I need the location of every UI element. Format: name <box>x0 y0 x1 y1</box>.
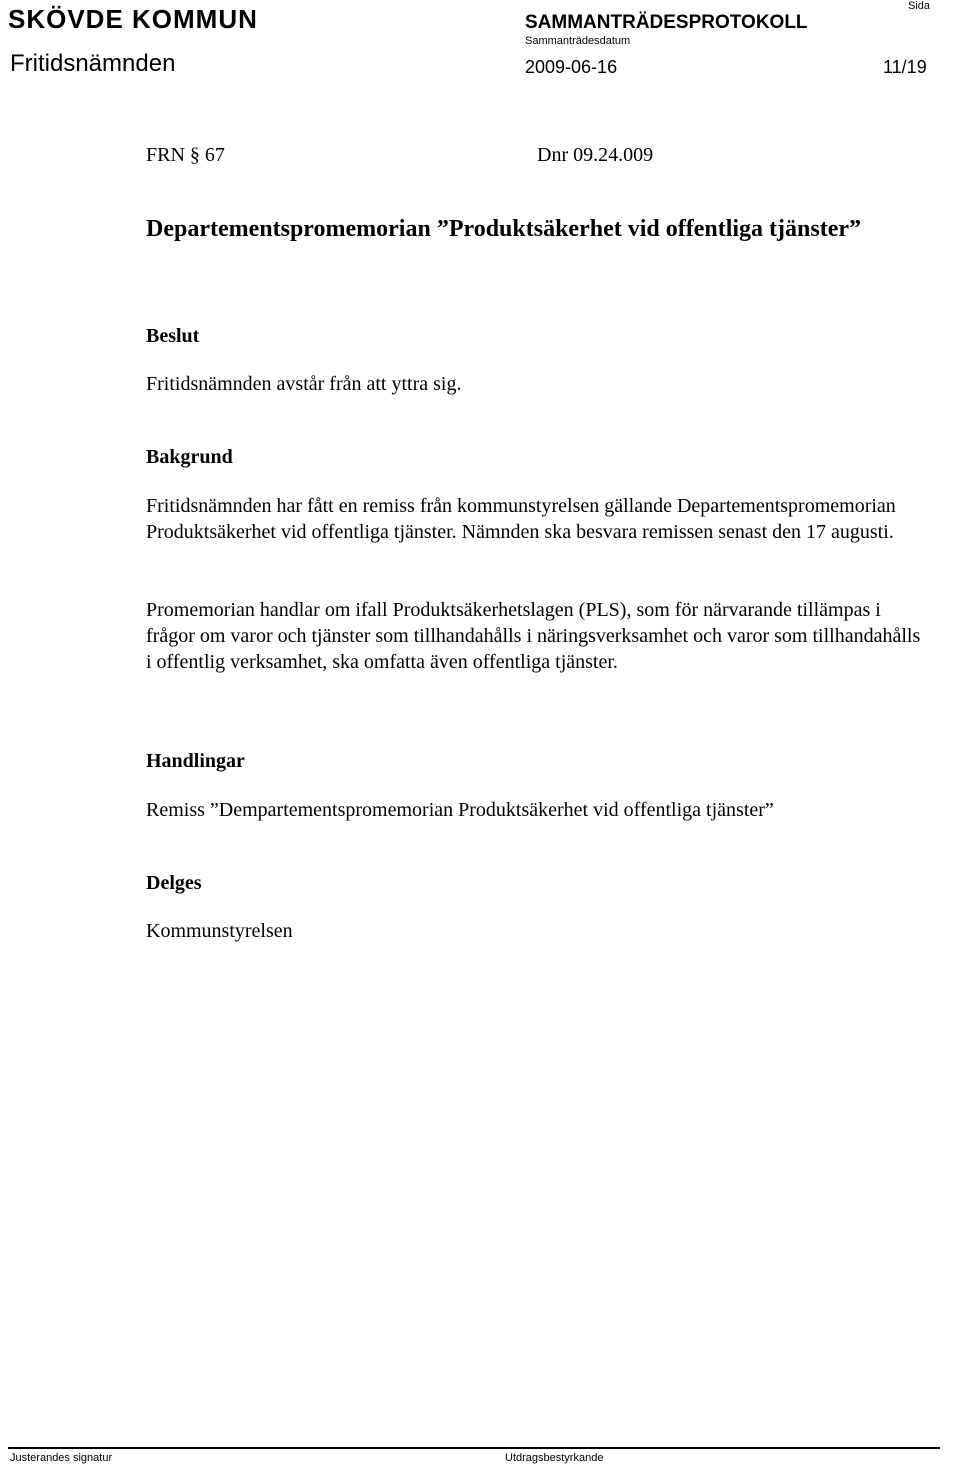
registration-number: Dnr 09.24.009 <box>537 144 654 166</box>
distribution-text: Kommunstyrelsen <box>146 920 293 942</box>
documents-heading: Handlingar <box>146 750 245 772</box>
meeting-date-label: Sammanträdesdatum <box>525 35 631 47</box>
footer-divider <box>8 1447 940 1449</box>
background-paragraph: Promemorian handlar om ifall Produktsäkerhetslagen (PLS), som för närvarande tillämpas i frågor om varor och tjänster som tillhandahålls i näringsverksamhet och varor som tillhandahålls i offentlig verksamhet, ska omfatta även offentliga tjänster. <box>146 599 921 673</box>
background-paragraph: Fritidsnämnden har fått en remiss från kommunstyrelsen gällande Departementspromemorian Produktsäkerhet vid offentliga tjänster. Nämnden ska besvara remissen senast den 17 augusti. <box>146 495 896 543</box>
documents-text: Remiss ”Dempartementspromemorian Produktsäkerhet vid offentliga tjänster” <box>146 799 774 821</box>
meeting-date: 2009-06-16 <box>525 57 618 77</box>
municipality-logo: SKÖVDE KOMMUN <box>8 4 258 34</box>
background-heading: Bakgrund <box>146 446 233 468</box>
item-title: Departementspromemorian ”Produktsäkerhet vid offentliga tjänster” <box>146 216 862 242</box>
board-name: Fritidsnämnden <box>10 50 176 77</box>
signature-label: Justerandes signatur <box>10 1452 113 1464</box>
page-number: 11/19 <box>883 57 927 77</box>
section-number: FRN § 67 <box>146 144 225 166</box>
protocol-title: SAMMANTRÄDESPROTOKOLL <box>525 12 808 33</box>
decision-text: Fritidsnämnden avstår från att yttra sig. <box>146 373 462 395</box>
page-label: Sida <box>908 0 931 12</box>
extract-certification-label: Utdragsbestyrkande <box>505 1452 604 1464</box>
distribution-heading: Delges <box>146 872 202 894</box>
decision-heading: Beslut <box>146 325 200 347</box>
